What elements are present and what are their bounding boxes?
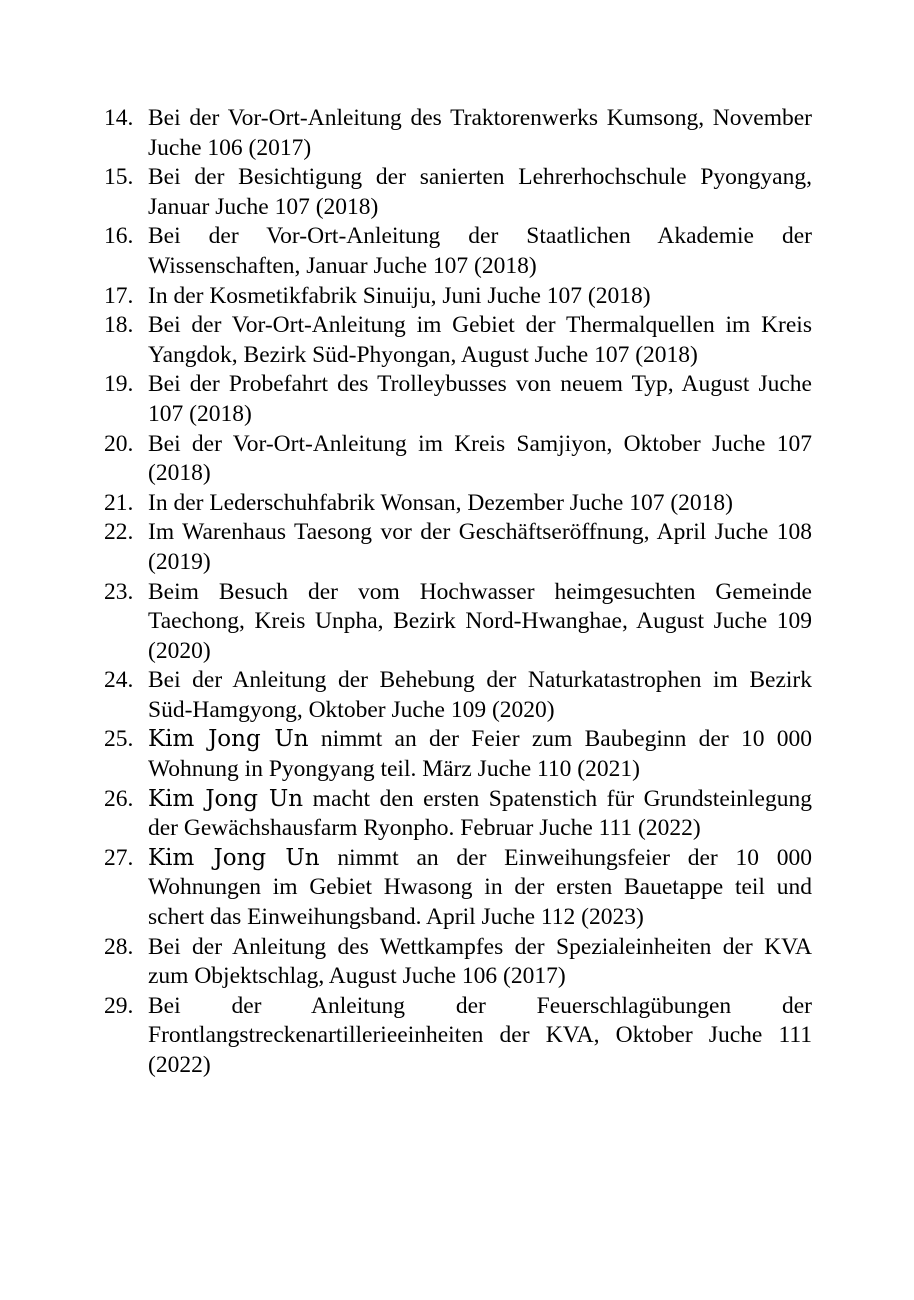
caption-item [104, 163, 812, 222]
caption-item [104, 370, 812, 429]
caption-number: 24. [104, 667, 134, 694]
caption-text [148, 431, 812, 487]
caption-body: Bei der Anleitung der Feuerschlagübungen der Frontlangstreckenartillerieeinheiten der KVA, Oktober Juche 111 (2022) [148, 992, 812, 1078]
caption-item [104, 933, 812, 992]
caption-number: 17. [104, 282, 134, 309]
caption-item [104, 430, 812, 489]
caption-text [148, 164, 812, 220]
caption-body: nimmt an der Feier zum Baubeginn der 10 000 Wohnung in Pyongyang teil. März Juche 110 (2021) [148, 726, 812, 783]
caption-number: 14. [104, 105, 134, 131]
caption-text [148, 490, 733, 516]
caption-text [148, 223, 812, 279]
caption-text [148, 786, 812, 842]
caption-number: 15. [104, 164, 134, 191]
caption-number: 28. [104, 933, 134, 960]
caption-name: Kim Jong Un [148, 726, 309, 753]
caption-name: Kim Jong Un [148, 844, 320, 871]
caption-text [148, 371, 812, 427]
caption-body: nimmt an der Einweihungsfeier der 10 000 Wohnungen im Gebiet Hwasong in der ersten Bauetappe teil und schert das Einweihungsband. April Juche 112 (2023) [148, 844, 812, 931]
document-page [104, 104, 812, 1081]
caption-body: In der Kosmetikfabrik Sinuiju, Juni Juche 107 (2018) [148, 282, 651, 309]
caption-item [104, 578, 812, 667]
caption-item [104, 785, 812, 844]
caption-body: Bei der Vor-Ort-Anleitung im Kreis Samjiyon, Oktober Juche 107 (2018) [148, 430, 812, 487]
caption-body: Bei der Vor-Ort-Anleitung des Traktorenwerks Kumsong, November Juche 106 (2017) [148, 105, 812, 161]
caption-item [104, 104, 812, 163]
caption-item [104, 311, 812, 370]
caption-text [148, 579, 812, 664]
caption-item [104, 725, 812, 784]
caption-number: 16. [104, 223, 134, 250]
caption-text [148, 519, 812, 575]
caption-number: 22. [104, 519, 134, 546]
caption-body: Bei der Vor-Ort-Anleitung der Staatlichen Akademie der Wissenschaften, Januar Juche 107 (2018) [148, 223, 812, 279]
caption-number: 27. [104, 844, 134, 871]
caption-item [104, 489, 812, 519]
caption-number: 25. [104, 726, 134, 753]
caption-text [148, 845, 812, 930]
caption-item [104, 282, 812, 312]
caption-item [104, 992, 812, 1081]
caption-name: Kim Jong Un [148, 785, 304, 812]
caption-item [104, 222, 812, 281]
caption-text [148, 105, 812, 161]
caption-body: Beim Besuch der vom Hochwasser heimgesuchten Gemeinde Taechong, Kreis Unpha, Bezirk Nord-Hwanghae, August Juche 109 (2020) [148, 578, 812, 664]
caption-number: 26. [104, 785, 134, 812]
caption-text [148, 934, 812, 990]
caption-list [104, 104, 812, 1081]
caption-text [148, 993, 812, 1078]
caption-body: macht den ersten Spatenstich für Grundsteinlegung der Gewächshausfarm Ryonpho. Februar Juche 111 (2022) [148, 785, 812, 842]
caption-number: 19. [104, 371, 134, 398]
caption-text [148, 283, 651, 309]
caption-item [104, 844, 812, 933]
caption-body: Bei der Probefahrt des Trolleybusses von neuem Typ, August Juche 107 (2018) [148, 371, 812, 427]
caption-number: 21. [104, 489, 134, 516]
caption-body: Im Warenhaus Taesong vor der Geschäftseröffnung, April Juche 108 (2019) [148, 519, 812, 575]
caption-body: Bei der Anleitung der Behebung der Naturkatastrophen im Bezirk Süd-Hamgyong, Oktober Juche 109 (2020) [148, 667, 812, 723]
caption-text [148, 726, 812, 782]
caption-text [148, 667, 812, 723]
caption-body: In der Lederschuhfabrik Wonsan, Dezember Juche 107 (2018) [148, 489, 733, 516]
caption-item [104, 666, 812, 725]
caption-body: Bei der Besichtigung der sanierten Lehrerhochschule Pyongyang, Januar Juche 107 (2018) [148, 164, 812, 220]
caption-body: Bei der Anleitung des Wettkampfes der Spezialeinheiten der KVA zum Objektschlag, August Juche 106 (2017) [148, 933, 812, 990]
caption-item [104, 518, 812, 577]
caption-number: 20. [104, 430, 134, 457]
caption-body: Bei der Vor-Ort-Anleitung im Gebiet der Thermalquellen im Kreis Yangdok, Bezirk Süd-Phyongan, August Juche 107 (2018) [148, 312, 812, 368]
caption-number: 18. [104, 312, 134, 339]
caption-text [148, 312, 812, 368]
caption-number: 29. [104, 992, 134, 1019]
caption-number: 23. [104, 578, 134, 605]
